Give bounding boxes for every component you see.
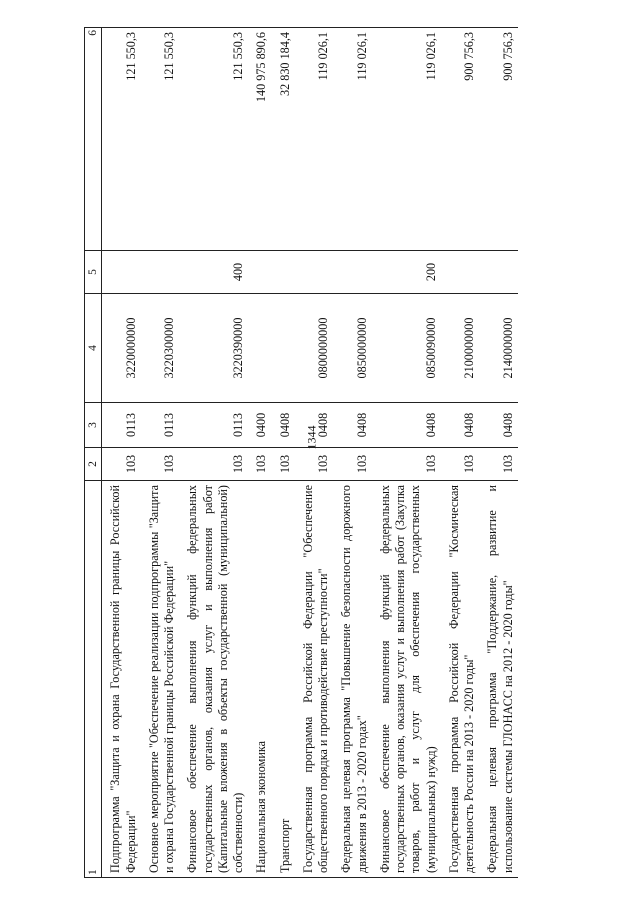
row-section: 0408 (272, 403, 295, 448)
table-row (441, 28, 480, 878)
row-expense-type (333, 251, 372, 294)
table-row (333, 28, 372, 878)
row-name: Государственная программа Российской Федерации "Космическая деятельность России на 2013 - 2020 годы" (441, 481, 480, 878)
row-expense-type: 400 (179, 251, 248, 294)
table-row (295, 28, 334, 878)
row-section: 0113 (141, 403, 180, 448)
row-target: 0800000000 (295, 294, 334, 403)
row-target: 2100000000 (441, 294, 480, 403)
rotated-table-container (84, 30, 640, 878)
row-target (272, 294, 295, 403)
row-target (248, 294, 271, 403)
row-section: 0113 (102, 403, 141, 448)
row-name: Федеральная целевая программа "Поддержание, развитие и использование системы ГЛОНАСС на 2012 - 2020 годы" (479, 481, 518, 878)
row-amount: 121 550,3 (102, 28, 141, 251)
row-section: 0408 (295, 403, 334, 448)
row-expense-type (141, 251, 180, 294)
row-amount: 121 550,3 (141, 28, 180, 251)
row-code: 103 (441, 448, 480, 481)
row-code: 103 (179, 448, 248, 481)
header-col-1: 1 (85, 481, 102, 878)
table-row (372, 28, 441, 878)
row-expense-type (272, 251, 295, 294)
row-expense-type (441, 251, 480, 294)
row-amount: 119 026,1 (333, 28, 372, 251)
table-row (479, 28, 518, 878)
row-name: Государственная программа Российской Федерации "Обеспечение общественного порядка и противодействие преступности" (295, 481, 334, 878)
row-target: 3220000000 (102, 294, 141, 403)
row-amount: 900 756,3 (479, 28, 518, 251)
header-row (85, 28, 102, 878)
row-amount: 140 975 890,6 (248, 28, 271, 251)
row-code: 103 (479, 448, 518, 481)
row-amount: 32 830 184,4 (272, 28, 295, 251)
row-amount: 119 026,1 (295, 28, 334, 251)
row-name: Федеральная целевая программа "Повышение безопасности дорожного движения в 2013 - 2020 годах" (333, 481, 372, 878)
row-section: 0113 (179, 403, 248, 448)
header-col-2: 2 (85, 448, 102, 481)
row-code: 103 (333, 448, 372, 481)
row-code: 103 (272, 448, 295, 481)
row-code: 103 (372, 448, 441, 481)
row-expense-type (102, 251, 141, 294)
header-col-5: 5 (85, 251, 102, 294)
row-name: Национальная экономика (248, 481, 271, 878)
row-section: 0408 (372, 403, 441, 448)
page-number: 1344 (304, 425, 319, 450)
row-expense-type (248, 251, 271, 294)
row-section: 0408 (441, 403, 480, 448)
row-section: 0400 (248, 403, 271, 448)
row-target: 3220300000 (141, 294, 180, 403)
row-code: 103 (248, 448, 271, 481)
row-expense-type (479, 251, 518, 294)
header-col-6: 6 (85, 28, 102, 251)
row-expense-type (295, 251, 334, 294)
table-row (141, 28, 180, 878)
row-name: Финансовое обеспечение выполнения функций федеральных государственных органов, оказания услуг и выполнения работ (Закупка товаров, работ и услуг для обеспечения государственных (муниципальных) нужд) (372, 481, 441, 878)
header-col-4: 4 (85, 294, 102, 403)
row-section: 0408 (333, 403, 372, 448)
row-section: 0408 (479, 403, 518, 448)
row-target: 2140000000 (479, 294, 518, 403)
row-target: 0850090000 (372, 294, 441, 403)
row-code: 103 (141, 448, 180, 481)
header-col-3: 3 (85, 403, 102, 448)
row-amount: 119 026,1 (372, 28, 441, 251)
row-target: 3220390000 (179, 294, 248, 403)
table-row (179, 28, 248, 878)
row-amount: 900 756,3 (441, 28, 480, 251)
row-name: Финансовое обеспечение выполнения функций федеральных государственных органов, оказания услуг и выполнения работ (Капитальные вложения в объекты государственной (муниципальной) собственности) (179, 481, 248, 878)
row-code: 103 (102, 448, 141, 481)
row-name: Основное мероприятие "Обеспечение реализации подпрограммы "Защита и охрана Государственной границы Российской Федерации" (141, 481, 180, 878)
table-row (248, 28, 271, 878)
row-amount: 121 550,3 (179, 28, 248, 251)
row-name: Транспорт (272, 481, 295, 878)
row-expense-type: 200 (372, 251, 441, 294)
table-row (272, 28, 295, 878)
row-name: Подпрограмма "Защита и охрана Государственной границы Российской Федерации" (102, 481, 141, 878)
budget-table (84, 27, 518, 878)
row-target: 0850000000 (333, 294, 372, 403)
row-code: 103 (295, 448, 334, 481)
table-row (102, 28, 141, 878)
